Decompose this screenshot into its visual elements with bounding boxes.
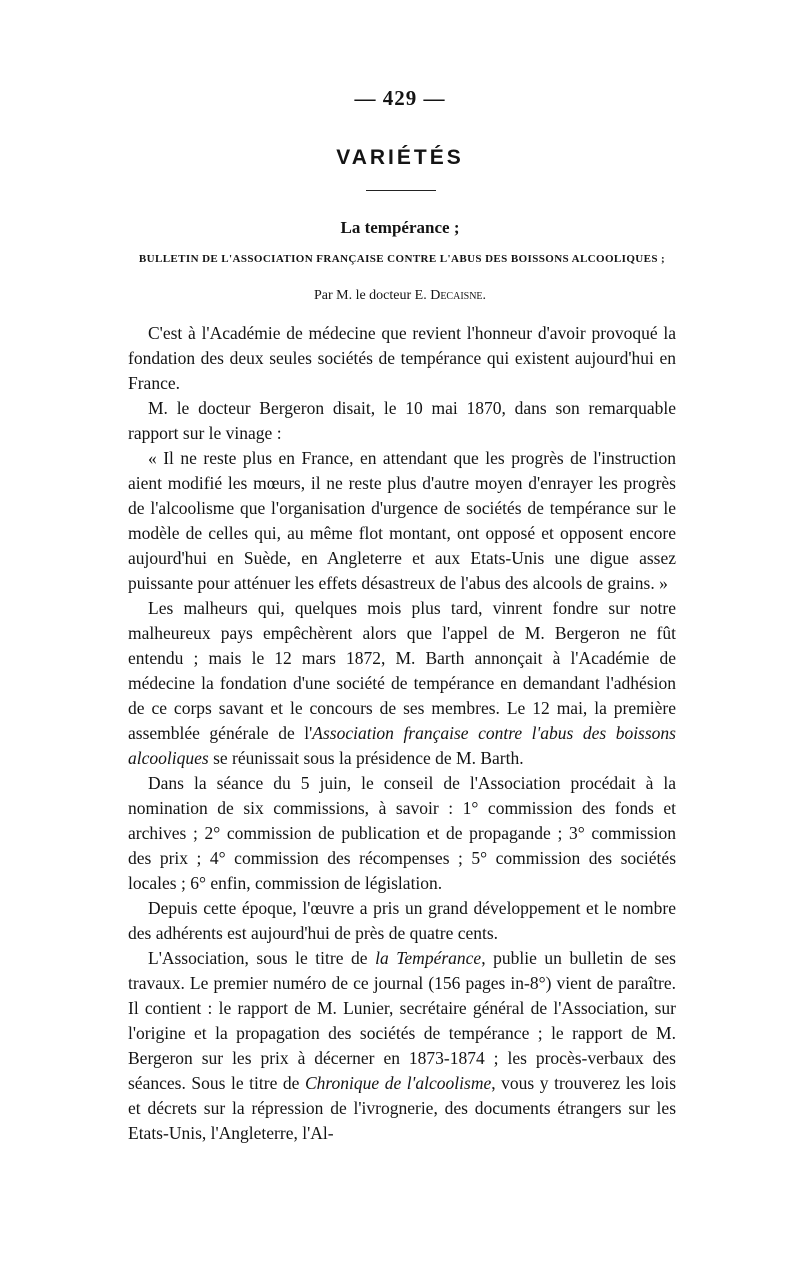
- paragraph-text: , publie un bulletin de ses travaux. Le premier numéro de ce journal (156 pages in-8°) vient de paraître. Il contient : le rapport de M. Lunier, secrétaire général de l'Association, sur l'origine et la propagation des sociétés de tempérance ; le rapport de M. Bergeron sur les prix à décerner en 1873-1874 ; les procès-verbaux des séances. Sous le titre de: [128, 948, 676, 1093]
- article-body: [128, 321, 676, 1146]
- paragraph-text: se réunissait sous la présidence de M. Barth.: [208, 748, 524, 768]
- page-number: — 429 —: [354, 86, 446, 110]
- paragraph-text: L'Association, sous le titre de: [148, 948, 376, 968]
- title-rule: [366, 190, 436, 191]
- byline-prefix: Par M. le docteur: [313, 288, 415, 303]
- paragraph-text: , vous y trouverez les lois et décrets sur la répression de l'ivrognerie, des documents étrangers sur les Etats-Unis, l'Angleterre, l'Al-: [128, 1073, 677, 1143]
- paragraph: C'est à l'Académie de médecine que revient l'honneur d'avoir provoqué la fondation des deux seules sociétés de tempérance qui existent aujourd'hui en France.: [128, 323, 676, 393]
- byline: [0, 288, 800, 304]
- paragraph-text: Les malheurs qui, quelques mois plus tard, vinrent fondre sur notre malheureux pays empêchèrent alors que l'appel de M. Bergeron ne fût entendu ; mais le 12 mars 1872, M. Barth annonçait à l'Académie de médecine la fondation d'une société de tempérance en demandant l'adhésion de ce corps savant et le concours de ses membres. Le 12 mai, la première assemblée générale de l': [128, 598, 676, 743]
- quotation-paragraph: « Il ne reste plus en France, en attendant que les progrès de l'instruction aient modifié les mœurs, il ne reste plus d'autre moyen d'enrayer les progrès de l'alcoolisme que l'organisation d'urgence de sociétés de tempérance sur le modèle de celles qui, au même flot montant, ont opposé et opposent encore aujourd'hui en Suède, en Angleterre et aux Etats-Unis une digue assez puissante pour atténuer les effets désastreux de l'abus des alcools de grains. »: [128, 448, 676, 593]
- bulletin-title: la Tempérance: [375, 948, 482, 968]
- chronicle-title: Chronique de l'alcoolisme: [304, 1073, 492, 1093]
- paragraph: Depuis cette époque, l'œuvre a pris un grand développement et le nombre des adhérents est aujourd'hui de près de quatre cents.: [128, 898, 676, 943]
- byline-author: E. Decaisne.: [414, 288, 487, 303]
- paragraph: Dans la séance du 5 juin, le conseil de l'Association procédait à la nomination de six commissions, à savoir : 1° commission des fonds et archives ; 2° commission de publication et de propagande ; 3° commission des prix ; 4° commission des récompenses ; 5° commission des sociétés locales ; 6° enfin, commission de législation.: [128, 773, 676, 893]
- article-subtitle: BULLETIN DE L'ASSOCIATION FRANÇAISE CONTRE L'ABUS DES BOISSONS ALCOOLIQUES ;: [138, 253, 666, 265]
- paragraph: [128, 946, 676, 1146]
- section-title: VARIÉTÉS: [336, 146, 464, 169]
- paragraph: [128, 596, 676, 771]
- paragraph: M. le docteur Bergeron disait, le 10 mai 1870, dans son remarquable rapport sur le vinage :: [128, 398, 676, 443]
- association-name: Association française contre l'abus des boissons alcooliques: [128, 723, 676, 768]
- article-title: La tempérance ;: [340, 218, 460, 237]
